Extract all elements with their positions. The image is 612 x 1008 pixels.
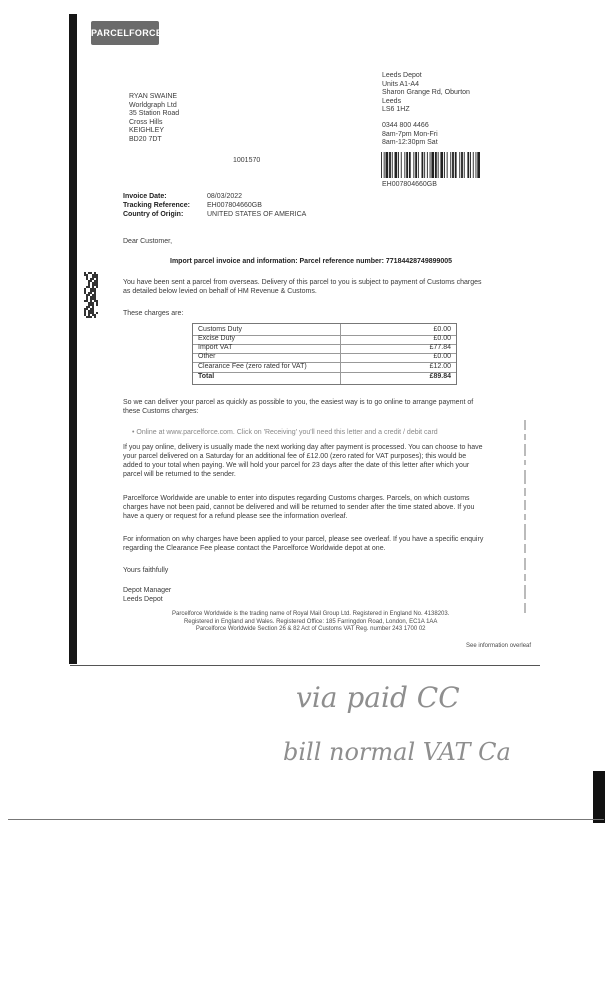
- charge-total-value: £89.84: [429, 373, 451, 380]
- paragraph-line: have a query or request for a refund please see the information overleaf.: [123, 513, 348, 520]
- paragraph-line: For information on why charges have been applied to your parcel, please see overleaf. If you have a specific enquiry: [123, 536, 484, 543]
- see-overleaf: See information overleaf: [466, 643, 532, 649]
- parcelforce-logo: PARCELFORCE: [91, 21, 159, 45]
- charge-label: Customs Duty: [198, 326, 242, 333]
- bullet-glyph: •: [132, 429, 137, 436]
- recipient-line: RYAN SWAINE: [129, 93, 178, 100]
- charge-value: £0.00: [433, 353, 451, 360]
- side-vertical-text: [521, 420, 529, 620]
- charge-total-label: Total: [198, 373, 215, 380]
- scan-edge-right: [593, 771, 605, 823]
- charge-label: Clearance Fee (zero rated for VAT): [198, 363, 307, 370]
- depot-line: Sharon Grange Rd, Oburton: [382, 89, 470, 96]
- bullet-text: Online at www.parcelforce.com. Click on 'Receiving' you'll need this letter and a credit / debit card: [136, 429, 438, 436]
- depot-hours-line: 0344 800 4466: [382, 122, 429, 129]
- charges-intro: These charges are:: [123, 310, 184, 317]
- paragraph-line: as detailed below levied on behalf of HM Revenue & Customs.: [123, 288, 317, 295]
- paragraph-line: your parcel delivered on a Saturday for an additional fee of £12.00 (zero rated for VAT purposes); this would be: [123, 453, 467, 460]
- salutation: Dear Customer,: [123, 238, 173, 245]
- disputes-paragraph: [123, 494, 474, 521]
- scan-edge-left: [69, 14, 77, 664]
- scan-bottom-edge: [8, 819, 604, 820]
- charges-table: [192, 323, 457, 385]
- recipient-line: Worldgraph Ltd: [129, 101, 177, 109]
- paragraph-line: charges have not been paid, cannot be delivered and will be returned to sender after the time stated above. If you: [123, 504, 475, 511]
- charge-row: [193, 326, 456, 334]
- signature-line: Depot Manager: [123, 587, 172, 594]
- tracking-label: Tracking Reference:: [123, 202, 190, 209]
- charge-total-row: [193, 373, 456, 381]
- tracking-barcode: [381, 152, 480, 178]
- depot-hours: [382, 122, 438, 148]
- intro-paragraph: [123, 278, 481, 296]
- side-qr-code: [84, 272, 98, 318]
- depot-hours-line: 8am-12:30pm Sat: [382, 139, 438, 146]
- handwritten-note: bill normal VAT Ca: [283, 738, 511, 766]
- depot-hours-line: 8am-7pm Mon-Fri: [382, 130, 438, 138]
- paragraph-line: added to your total when paying. We will hold your parcel for 23 days after the date of this letter after which your: [123, 462, 470, 469]
- charge-label: Import VAT: [198, 344, 233, 351]
- paragraph-line: regarding the Clearance Fee please contact the Parcelforce Worldwide depot at one.: [123, 545, 386, 552]
- charge-value: £77.84: [429, 344, 451, 351]
- recipient-line: Cross Hills: [129, 118, 163, 126]
- payment-bullet: [132, 428, 438, 437]
- footer-line: Parcelforce Worldwide Section 26 & 82 Act of Customs VAT Reg. number 243 1700 02: [195, 626, 426, 632]
- tracking-value: EH007804660GB: [207, 202, 262, 209]
- letter-heading: Import parcel invoice and information: Parcel reference number: 77184428749899005: [170, 258, 453, 265]
- charge-row: [193, 335, 456, 343]
- depot-line: Leeds: [382, 97, 402, 105]
- depot-address: [382, 72, 470, 115]
- charge-row: [193, 363, 456, 371]
- payment-paragraph: [123, 398, 473, 416]
- closing: Yours faithfully: [123, 567, 169, 574]
- footer-line: Parcelforce Worldwide is the trading name of Royal Mail Group Ltd. Registered in England No. 4138203.: [172, 611, 450, 617]
- charge-label: Other: [198, 353, 216, 360]
- paragraph-line: You have been sent a parcel from overseas. Delivery of this parcel to you is subject to payment of Customs charges: [123, 279, 482, 286]
- charge-value: £0.00: [433, 326, 451, 333]
- recipient-line: 35 Station Road: [129, 110, 180, 117]
- origin-value: UNITED STATES OF AMERICA: [207, 211, 307, 218]
- document-reference: 1001570: [233, 157, 261, 164]
- charge-row: [193, 344, 456, 352]
- depot-line: Units A1-A4: [382, 80, 419, 88]
- signature-block: [123, 586, 171, 604]
- paragraph-line: parcel will be returned to the sender.: [123, 471, 236, 478]
- signature-line: Leeds Depot: [123, 596, 163, 603]
- charge-value: £12.00: [429, 363, 451, 370]
- page-bottom-edge: [70, 665, 540, 666]
- legal-footer: [172, 611, 449, 634]
- invoice-date-label: Invoice Date:: [123, 193, 167, 200]
- information-paragraph: [123, 535, 483, 553]
- origin-label: Country of Origin:: [123, 211, 184, 218]
- paragraph-line: So we can deliver your parcel as quickly as possible to you, the easiest way is to go online to arrange payment of: [123, 399, 474, 406]
- paragraph-line: Parcelforce Worldwide are unable to enter into disputes regarding Customs charges. Parcels, on which customs: [123, 495, 470, 502]
- recipient-line: BD20 7DT: [129, 135, 162, 143]
- depot-line: LS6 1HZ: [382, 106, 410, 113]
- paragraph-line: If you pay online, delivery is usually made the next working day after payment is processed. You can choose to have: [123, 444, 483, 451]
- recipient-address: [129, 93, 179, 144]
- paragraph-line: these Customs charges:: [123, 408, 199, 415]
- handwritten-note: via paid CC: [296, 681, 460, 714]
- barcode-number: EH007804660GB: [382, 181, 437, 188]
- footer-line: Registered in England and Wales. Registered Office: 185 Farringdon Road, London, EC1A 1AA: [183, 618, 438, 625]
- charge-row: [193, 353, 456, 361]
- recipient-line: KEIGHLEY: [129, 127, 165, 134]
- invoice-date-value: 08/03/2022: [207, 193, 243, 200]
- charge-value: £0.00: [433, 335, 451, 342]
- charge-label: Excise Duty: [198, 335, 235, 342]
- depot-line: Leeds Depot: [382, 72, 422, 79]
- delivery-paragraph: [123, 443, 483, 479]
